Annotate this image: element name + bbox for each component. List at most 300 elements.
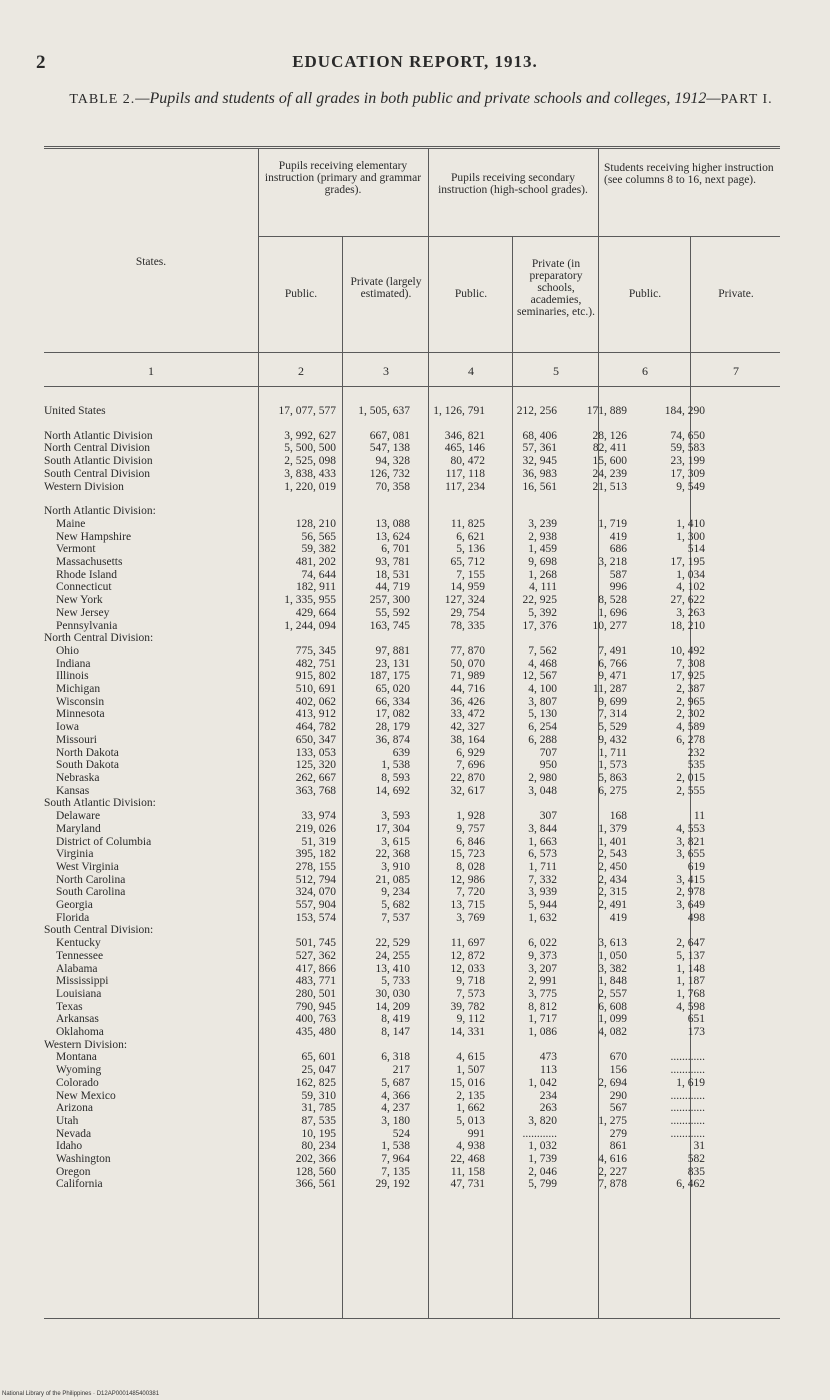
cell-col-5: 3, 820	[528, 1114, 557, 1127]
cell-col-6: 686	[609, 543, 627, 556]
cell-col-4	[410, 632, 485, 645]
cell-col-7: 173	[687, 1026, 705, 1039]
table-row	[44, 1077, 705, 1090]
cell-col-3: 8, 419	[381, 1013, 410, 1026]
cell-col-5: 3, 939	[528, 886, 557, 899]
cell-col-7: 2, 555	[676, 784, 705, 797]
cell-col-4: 1, 126, 791	[433, 405, 485, 417]
cell-col-6: 7, 878	[598, 1178, 627, 1191]
cell-col-5	[485, 1039, 557, 1052]
table-row	[44, 912, 705, 925]
cell-col-5: 17, 376	[522, 619, 557, 632]
cell-col-2: 324, 070	[295, 886, 336, 899]
cell-col-3: 18, 531	[375, 568, 410, 581]
cell-col-5: 22, 925	[522, 594, 557, 607]
cell-col-4: 346, 821	[444, 429, 485, 442]
cell-col-3: 55, 592	[375, 606, 410, 619]
cell-col-2: 501, 745	[295, 937, 336, 950]
cell-col-2: 464, 782	[295, 721, 336, 734]
cell-col-7: 1, 768	[676, 987, 705, 1000]
cell-col-6: 279	[609, 1127, 627, 1140]
cell-col-2: 59, 310	[301, 1089, 336, 1102]
cell-col-5: 6, 254	[528, 721, 557, 734]
cell-col-7: 4, 589	[676, 721, 705, 734]
cell-col-4: 9, 718	[456, 975, 485, 988]
state-name: Connecticut	[56, 581, 112, 594]
cell-col-4: 3, 769	[456, 911, 485, 924]
cell-col-5: 1, 459	[528, 543, 557, 556]
cell-col-7: 3, 655	[676, 848, 705, 861]
cell-col-3: 13, 624	[375, 530, 410, 543]
cell-col-3: 1, 505, 637	[358, 405, 410, 417]
cell-col-6: 11, 287	[592, 683, 627, 696]
section-heading-row	[44, 924, 705, 937]
cell-col-2: 280, 501	[295, 987, 336, 1000]
cell-col-2: 790, 945	[295, 1000, 336, 1013]
table-row	[44, 988, 705, 1001]
cell-col-2	[266, 632, 336, 645]
cell-col-3: 3, 615	[381, 835, 410, 848]
cell-col-2: 182, 911	[296, 581, 336, 594]
cell-col-3: 14, 209	[375, 1000, 410, 1013]
cell-col-6: 1, 573	[598, 759, 627, 772]
cell-col-7: 2, 387	[676, 683, 705, 696]
cell-col-3: 22, 368	[375, 848, 410, 861]
cell-col-7: 9, 549	[676, 480, 705, 493]
cell-col-6: 10, 277	[592, 619, 627, 632]
col-number-6: 6	[642, 364, 648, 378]
state-name: Indiana	[56, 657, 91, 670]
cell-col-3: 163, 745	[369, 619, 410, 632]
cell-col-6: 82, 411	[592, 442, 627, 455]
cell-col-7: ............	[670, 1127, 705, 1140]
cell-col-3: 14, 692	[375, 784, 410, 797]
cell-col-2: 413, 912	[295, 708, 336, 721]
cell-col-7: 27, 622	[670, 594, 705, 607]
cell-col-5	[485, 924, 557, 937]
cell-col-3: 8, 593	[381, 771, 410, 784]
cell-col-6: 2, 450	[598, 860, 627, 873]
summary-row	[44, 405, 705, 418]
cell-col-6: 2, 315	[598, 886, 627, 899]
table-row	[44, 670, 705, 683]
cell-col-6: 1, 099	[598, 1013, 627, 1026]
cell-col-3: 187, 175	[369, 670, 410, 683]
cell-col-7: 582	[687, 1153, 705, 1166]
cell-col-7: 835	[687, 1165, 705, 1178]
cell-col-3: 22, 529	[375, 937, 410, 950]
cell-col-4: 47, 731	[450, 1178, 485, 1191]
table-row	[44, 1178, 705, 1191]
cell-col-3: 3, 910	[381, 860, 410, 873]
cell-col-3: 6, 701	[381, 543, 410, 556]
cell-col-4: 1, 662	[456, 1102, 485, 1115]
cell-col-3: 667, 081	[369, 429, 410, 442]
state-name: Illinois	[56, 670, 89, 683]
cell-col-3: 66, 334	[375, 695, 410, 708]
cell-col-4: 14, 331	[450, 1026, 485, 1039]
cell-col-2: 1, 335, 955	[284, 594, 336, 607]
cell-col-3: 30, 030	[375, 987, 410, 1000]
table-row	[44, 620, 705, 633]
cell-col-3: 44, 719	[375, 581, 410, 594]
cell-col-6: 24, 239	[592, 467, 627, 480]
state-name: Arizona	[56, 1102, 94, 1115]
section-heading-row	[44, 632, 705, 645]
cell-col-3: 3, 593	[381, 810, 410, 823]
caption-text: —Pupils and students of all grades in both public and private schools and colleges, 1912—	[135, 90, 721, 107]
cell-col-6: 3, 382	[598, 962, 627, 975]
cell-col-5: 16, 561	[522, 480, 557, 493]
cell-col-2: 262, 667	[295, 771, 336, 784]
state-name: United States	[44, 405, 106, 417]
cell-col-5: 212, 256	[516, 405, 557, 417]
col-number-3: 3	[383, 364, 389, 378]
cell-col-5: 57, 361	[522, 442, 557, 455]
header-top-rule	[44, 146, 780, 147]
cell-col-7: 3, 415	[676, 873, 705, 886]
cell-col-2: 33, 974	[301, 810, 336, 823]
state-name: Georgia	[56, 899, 93, 912]
state-name: New York	[56, 594, 103, 607]
state-name: Oklahoma	[56, 1026, 104, 1039]
cell-col-5: 1, 042	[528, 1076, 557, 1089]
cell-col-3: 17, 082	[375, 708, 410, 721]
table-row	[44, 1153, 705, 1166]
cell-col-2: 278, 155	[295, 860, 336, 873]
cell-col-2: 51, 319	[301, 835, 336, 848]
state-name: Montana	[56, 1051, 97, 1064]
cell-col-6: 9, 471	[598, 670, 627, 683]
cell-col-7	[627, 924, 705, 937]
table-row	[44, 658, 705, 671]
cell-col-4: 2, 135	[456, 1089, 485, 1102]
cell-col-2: 31, 785	[301, 1102, 336, 1115]
cell-col-6: 670	[609, 1051, 627, 1064]
state-name: Vermont	[56, 543, 96, 556]
cell-col-3: 13, 088	[375, 517, 410, 530]
cell-col-4: 39, 782	[450, 1000, 485, 1013]
cell-col-4: 71, 989	[450, 670, 485, 683]
cell-col-6: 2, 694	[598, 1076, 627, 1089]
cell-col-3	[336, 924, 410, 937]
cell-col-4: 80, 472	[450, 455, 485, 468]
cell-col-4: 32, 617	[450, 784, 485, 797]
state-name: New Hampshire	[56, 530, 132, 543]
cell-col-3: 126, 732	[369, 467, 410, 480]
cell-col-5: 2, 991	[528, 975, 557, 988]
row-spacer-cell	[44, 493, 705, 505]
state-name: New Jersey	[56, 606, 110, 619]
cell-col-7	[627, 797, 705, 810]
cell-col-6: 2, 434	[598, 873, 627, 886]
table-row	[44, 785, 705, 798]
cell-col-6: 567	[609, 1102, 627, 1115]
state-name: Arkansas	[56, 1013, 99, 1026]
table-row	[44, 1026, 705, 1039]
cell-col-7: ............	[670, 1102, 705, 1115]
cell-col-4: 78, 335	[450, 619, 485, 632]
cell-col-6: 9, 699	[598, 695, 627, 708]
cell-col-6: 7, 491	[598, 644, 627, 657]
cell-col-2	[266, 924, 336, 937]
state-name: Western Division	[44, 480, 124, 493]
state-name: Idaho	[56, 1140, 83, 1153]
cell-col-7: ............	[670, 1089, 705, 1102]
section-heading-row	[44, 505, 705, 518]
cell-col-6: 171, 889	[586, 405, 627, 417]
state-name: Oregon	[56, 1165, 91, 1178]
cell-col-2: 3, 992, 627	[284, 429, 336, 442]
cell-col-4: 7, 573	[456, 987, 485, 1000]
cell-col-7: 74, 650	[670, 429, 705, 442]
state-name: Iowa	[56, 721, 79, 734]
caption-part: PART I.	[720, 92, 773, 107]
cell-col-4: 14, 959	[450, 581, 485, 594]
cell-col-4: 42, 327	[450, 721, 485, 734]
cell-col-3: 217	[392, 1064, 410, 1077]
group-divider-rule	[258, 236, 780, 237]
table-row	[44, 531, 705, 544]
cell-col-5: 32, 945	[522, 455, 557, 468]
cell-col-5: 5, 392	[528, 606, 557, 619]
state-name: Rhode Island	[56, 568, 118, 581]
cell-col-3: 97, 881	[375, 644, 410, 657]
state-name: Kansas	[56, 784, 90, 797]
cell-col-6: 861	[609, 1140, 627, 1153]
cell-col-2: 775, 345	[295, 644, 336, 657]
state-name: Washington	[56, 1153, 111, 1166]
table-row	[44, 721, 705, 734]
table-row	[44, 556, 705, 569]
cell-col-5: 263	[539, 1102, 557, 1115]
state-name: West Virginia	[56, 860, 119, 873]
cell-col-7: 3, 821	[676, 835, 705, 848]
state-name: Pennsylvania	[56, 619, 118, 632]
cell-col-5: 5, 799	[528, 1178, 557, 1191]
row-spacer	[44, 418, 705, 430]
scan-footer: National Library of the Philippines · D12AP0001485400381	[2, 1391, 160, 1397]
cell-col-6: 1, 050	[598, 949, 627, 962]
cell-col-6: 290	[609, 1089, 627, 1102]
table-row	[44, 1001, 705, 1014]
table-row	[44, 963, 705, 976]
cell-col-2: 435, 480	[295, 1026, 336, 1039]
cell-col-5: ............	[522, 1127, 557, 1140]
cell-col-2: 17, 077, 577	[278, 405, 336, 417]
summary-row	[44, 430, 705, 443]
table-row	[44, 899, 705, 912]
state-name: Nebraska	[56, 771, 100, 784]
cell-col-7: 1, 187	[676, 975, 705, 988]
summary-row	[44, 442, 705, 455]
cell-col-6: 2, 227	[598, 1165, 627, 1178]
cell-col-5: 1, 739	[528, 1153, 557, 1166]
cell-col-4: 7, 155	[456, 568, 485, 581]
cell-col-6: 8, 528	[598, 594, 627, 607]
state-name: Maryland	[56, 822, 101, 835]
cell-col-4: 36, 426	[450, 695, 485, 708]
cell-col-2: 5, 500, 500	[284, 442, 336, 455]
cell-col-5: 7, 562	[528, 644, 557, 657]
cell-col-7: 17, 925	[670, 670, 705, 683]
cell-col-7: 11	[693, 810, 705, 823]
table-row	[44, 836, 705, 849]
state-name: Tennessee	[56, 949, 104, 962]
cell-col-4: 5, 013	[456, 1114, 485, 1127]
state-name: North Dakota	[56, 746, 119, 759]
cell-col-2: 417, 866	[295, 962, 336, 975]
table-row	[44, 683, 705, 696]
cell-col-7: 3, 263	[676, 606, 705, 619]
cell-col-4: 11, 825	[450, 517, 485, 530]
cell-col-7	[627, 1039, 705, 1052]
cell-col-5: 113	[540, 1064, 557, 1077]
cell-col-3: 7, 537	[381, 911, 410, 924]
cell-col-7: 7, 308	[676, 657, 705, 670]
table-row	[44, 581, 705, 594]
cell-col-5: 9, 698	[528, 556, 557, 569]
cell-col-2: 59, 382	[301, 543, 336, 556]
cell-col-5: 7, 332	[528, 873, 557, 886]
cell-col-3: 3, 180	[381, 1114, 410, 1127]
table-row	[44, 874, 705, 887]
table-row	[44, 810, 705, 823]
cell-col-5: 12, 567	[522, 670, 557, 683]
cell-col-3	[336, 1039, 410, 1052]
cell-col-4: 4, 615	[456, 1051, 485, 1064]
state-name: Michigan	[56, 683, 101, 696]
header-bottom-rule	[44, 386, 780, 387]
cell-col-7: 184, 290	[664, 405, 705, 417]
cell-col-7: 4, 598	[676, 1000, 705, 1013]
cell-col-6: 5, 529	[598, 721, 627, 734]
cell-col-3: 7, 964	[381, 1153, 410, 1166]
state-name: South Carolina	[56, 886, 126, 899]
cell-col-4: 11, 158	[450, 1165, 485, 1178]
cell-col-5	[485, 797, 557, 810]
cell-col-3: 4, 237	[381, 1102, 410, 1115]
col-header-3: Private (largely estimated).	[350, 276, 422, 300]
cell-col-5: 1, 032	[528, 1140, 557, 1153]
cell-col-6	[557, 797, 627, 810]
cell-col-6: 15, 600	[592, 455, 627, 468]
table-row	[44, 734, 705, 747]
cell-col-5	[485, 632, 557, 645]
col-number-5: 5	[553, 364, 559, 378]
cell-col-4	[410, 924, 485, 937]
table-row	[44, 772, 705, 785]
cell-col-4: 12, 872	[450, 949, 485, 962]
cell-col-2: 87, 535	[301, 1114, 336, 1127]
cell-col-2	[266, 1039, 336, 1052]
cell-col-5: 9, 373	[528, 949, 557, 962]
cell-col-5: 2, 938	[528, 530, 557, 543]
cell-col-6: 5, 863	[598, 771, 627, 784]
col-number-7: 7	[733, 364, 739, 378]
state-name: Louisiana	[56, 987, 102, 1000]
cell-col-3: 70, 358	[375, 480, 410, 493]
cell-col-5: 1, 632	[528, 911, 557, 924]
cell-col-5: 5, 944	[528, 899, 557, 912]
cell-col-5: 3, 207	[528, 962, 557, 975]
cell-col-4: 1, 928	[456, 810, 485, 823]
table-row	[44, 747, 705, 760]
cell-col-4: 50, 070	[450, 657, 485, 670]
cell-col-5: 473	[539, 1051, 557, 1064]
table-bottom-rule	[44, 1318, 780, 1319]
running-head: EDUCATION REPORT, 1913.	[292, 52, 538, 71]
cell-col-7: 10, 492	[670, 644, 705, 657]
table-row	[44, 1051, 705, 1064]
state-name: North Carolina	[56, 873, 126, 886]
cell-col-4: 9, 112	[456, 1013, 485, 1026]
cell-col-3: 17, 304	[375, 822, 410, 835]
state-name: District of Columbia	[56, 835, 152, 848]
cell-col-6: 2, 557	[598, 987, 627, 1000]
cell-col-6: 28, 126	[592, 429, 627, 442]
table-row	[44, 975, 705, 988]
cell-col-2: 400, 763	[295, 1013, 336, 1026]
cell-col-7: 2, 978	[676, 886, 705, 899]
cell-col-7: 1, 619	[676, 1076, 705, 1089]
group-header-higher: Students receiving higher instruction (see columns 8 to 16, next page).	[604, 162, 774, 186]
cell-col-3: 23, 131	[375, 657, 410, 670]
cell-col-2: 133, 053	[295, 746, 336, 759]
cell-col-5: 6, 288	[528, 733, 557, 746]
cell-col-7: 18, 210	[670, 619, 705, 632]
cell-col-6: 2, 543	[598, 848, 627, 861]
table-row	[44, 1128, 705, 1141]
cell-col-6: 7, 314	[598, 708, 627, 721]
table-row	[44, 1013, 705, 1026]
summary-row	[44, 455, 705, 468]
cell-col-6	[557, 632, 627, 645]
cell-col-6: 168	[609, 810, 627, 823]
cell-col-7: 498	[687, 911, 705, 924]
cell-col-7: 1, 300	[676, 530, 705, 543]
cell-col-7: 535	[687, 759, 705, 772]
cell-col-6: 1, 696	[598, 606, 627, 619]
table-row	[44, 518, 705, 531]
table-row	[44, 569, 705, 582]
cell-col-6: 1, 275	[598, 1114, 627, 1127]
cell-col-4: 127, 324	[444, 594, 485, 607]
section-heading-row	[44, 797, 705, 810]
cell-col-7: 31	[693, 1140, 705, 1153]
cell-col-6: 6, 766	[598, 657, 627, 670]
header-mid-rule	[44, 352, 780, 353]
cell-col-6: 9, 432	[598, 733, 627, 746]
cell-col-2: 402, 062	[295, 695, 336, 708]
state-name: Texas	[56, 1000, 83, 1013]
col-header-4: Public.	[454, 288, 488, 300]
caption-prefix: TABLE 2.	[69, 92, 136, 107]
cell-col-7: 232	[687, 746, 705, 759]
cell-col-3: 5, 682	[381, 899, 410, 912]
cell-col-5: 4, 100	[528, 683, 557, 696]
col-number-4: 4	[468, 364, 474, 378]
cell-col-2: 482, 751	[295, 657, 336, 670]
cell-col-4: 29, 754	[450, 606, 485, 619]
cell-col-2: 80, 234	[301, 1140, 336, 1153]
cell-col-6: 4, 082	[598, 1026, 627, 1039]
cell-col-2: 395, 182	[295, 848, 336, 861]
state-name: Wyoming	[56, 1064, 102, 1077]
cell-col-6: 1, 401	[598, 835, 627, 848]
cell-col-4: 6, 929	[456, 746, 485, 759]
cell-col-7: 2, 965	[676, 695, 705, 708]
